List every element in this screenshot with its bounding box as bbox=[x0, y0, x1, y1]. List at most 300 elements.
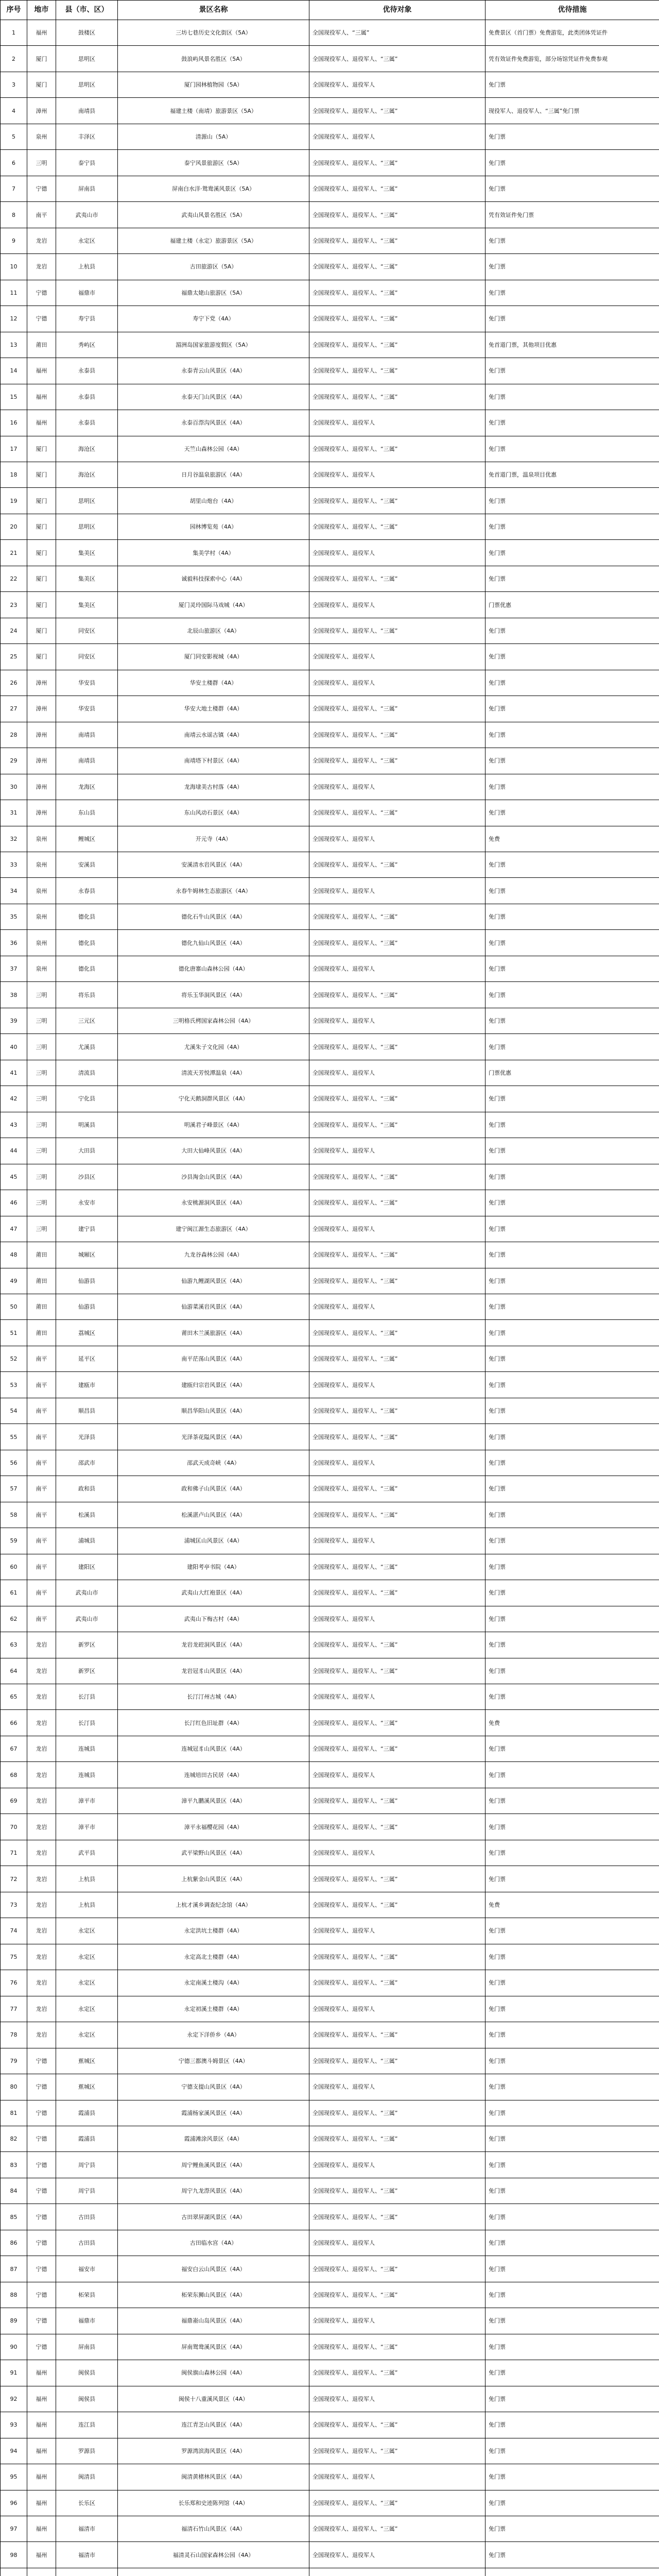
cell-target: 全国现役军人、退役军人、“三属” bbox=[309, 1190, 485, 1216]
cell-measure: 免门票 bbox=[485, 670, 659, 696]
cell-seq: 85 bbox=[1, 2204, 27, 2230]
cell-target: 全国现役军人、退役军人、“三属” bbox=[309, 1710, 485, 1736]
cell-city: 宁德 bbox=[27, 2100, 56, 2126]
cell-target: 全国现役军人、退役军人 bbox=[309, 774, 485, 800]
cell-county: 明溪县 bbox=[56, 1112, 118, 1138]
cell-name: 武夷山下梅古村（4A） bbox=[118, 1606, 309, 1632]
table-row bbox=[1, 176, 659, 201]
cell-name: 长汀红色旧址群（4A） bbox=[118, 1710, 309, 1736]
cell-county: 周宁县 bbox=[56, 2152, 118, 2178]
cell-seq: 6 bbox=[1, 150, 27, 176]
cell-city: 龙岩 bbox=[27, 228, 56, 253]
cell-target: 全国现役军人、退役军人 bbox=[309, 1606, 485, 1632]
cell-city: 南平 bbox=[27, 1580, 56, 1606]
cell-name: 古田旅游区（5A） bbox=[118, 254, 309, 280]
cell-name: 永定高北土楼群（4A） bbox=[118, 1944, 309, 1970]
cell-seq: 62 bbox=[1, 1606, 27, 1632]
table-row bbox=[1, 1346, 659, 1371]
table-row bbox=[1, 774, 659, 800]
cell-name: 东山风动石景区（4A） bbox=[118, 800, 309, 826]
cell-name: 霞浦滩涂风景区（4A） bbox=[118, 2126, 309, 2151]
cell-name: 松溪湛卢山风景区（4A） bbox=[118, 1502, 309, 1528]
cell-name: 连城冠豸山风景区（4A） bbox=[118, 1736, 309, 1761]
cell-seq: 48 bbox=[1, 1242, 27, 1268]
cell-measure: 免门票 bbox=[485, 1164, 659, 1190]
cell-measure: 免门票 bbox=[485, 1008, 659, 1033]
cell-county: 福鼎市 bbox=[56, 280, 118, 306]
cell-measure: 免门票 bbox=[485, 2464, 659, 2490]
cell-name: 南靖云水谣古镇（4A） bbox=[118, 722, 309, 748]
table-row bbox=[1, 1164, 659, 1190]
table-row bbox=[1, 1814, 659, 1840]
cell-name: 清流天芳悦潭温泉（4A） bbox=[118, 1060, 309, 1086]
cell-county: 鲤城区 bbox=[56, 826, 118, 852]
cell-measure: 免门票 bbox=[485, 722, 659, 748]
cell-name: 永定初溪土楼群（4A） bbox=[118, 1996, 309, 2022]
header-measure: 优待措施 bbox=[485, 1, 659, 20]
cell-city: 福州 bbox=[27, 2464, 56, 2490]
table-row bbox=[1, 462, 659, 487]
table-row bbox=[1, 566, 659, 591]
cell-county: 永安市 bbox=[56, 1190, 118, 1216]
cell-county: 鼓楼区 bbox=[56, 20, 118, 46]
cell-measure: 免门票 bbox=[485, 2074, 659, 2100]
cell-measure: 免门票 bbox=[485, 2308, 659, 2334]
cell-city: 福州 bbox=[27, 2360, 56, 2386]
cell-seq: 91 bbox=[1, 2360, 27, 2386]
cell-target: 全国现役军人、退役军人 bbox=[309, 1684, 485, 1710]
cell-name: 沙县淘金山风景区（4A） bbox=[118, 1164, 309, 1190]
cell-county: 秀屿区 bbox=[56, 332, 118, 358]
cell-seq: 31 bbox=[1, 800, 27, 826]
table-row bbox=[1, 878, 659, 904]
cell-city: 福州 bbox=[27, 384, 56, 410]
cell-target: 全国现役军人、退役军人、“三属” bbox=[309, 1736, 485, 1761]
cell-city: 厦门 bbox=[27, 46, 56, 72]
table-row bbox=[1, 332, 659, 358]
cell-county: 浦城县 bbox=[56, 1528, 118, 1554]
cell-measure: 免门票 bbox=[485, 748, 659, 774]
cell-name: 福建土楼（南靖）旅游景区（5A） bbox=[118, 98, 309, 124]
cell-county: 长汀县 bbox=[56, 1710, 118, 1736]
table-row bbox=[1, 2152, 659, 2178]
cell-seq: 66 bbox=[1, 1710, 27, 1736]
cell-county: 罗源县 bbox=[56, 2438, 118, 2464]
cell-measure: 免门票 bbox=[485, 1216, 659, 1242]
cell-seq: 12 bbox=[1, 306, 27, 332]
cell-name: 福清石竹山风景区（4A） bbox=[118, 2516, 309, 2542]
cell-name: 建阳考亭书院（4A） bbox=[118, 1554, 309, 1580]
cell-city: 漳州 bbox=[27, 722, 56, 748]
cell-city: 三明 bbox=[27, 1060, 56, 1086]
cell-seq: 76 bbox=[1, 1970, 27, 1996]
cell-target: 全国现役军人、退役军人 bbox=[309, 1008, 485, 1033]
cell-target: 全国现役军人、退役军人、“三属” bbox=[309, 2048, 485, 2074]
cell-seq: 94 bbox=[1, 2438, 27, 2464]
cell-city: 南平 bbox=[27, 1476, 56, 1502]
cell-city: 三明 bbox=[27, 982, 56, 1008]
cell-measure: 免门票 bbox=[485, 904, 659, 929]
cell-measure: 免门票 bbox=[485, 2490, 659, 2516]
cell-county: 思明区 bbox=[56, 514, 118, 539]
cell-city: 南平 bbox=[27, 202, 56, 228]
cell-target: 全国现役军人、退役军人、“三属” bbox=[309, 1892, 485, 1918]
cell-measure: 免门票 bbox=[485, 2282, 659, 2308]
cell-target: 全国现役军人、退役军人、“三属” bbox=[309, 1242, 485, 1268]
cell-seq: 60 bbox=[1, 1554, 27, 1580]
cell-measure: 免门票 bbox=[485, 1814, 659, 1840]
cell-measure: 免门票 bbox=[485, 1866, 659, 1892]
cell-county: 柘荣县 bbox=[56, 2282, 118, 2308]
cell-name: 仙游菜溪岩风景区（4A） bbox=[118, 1294, 309, 1319]
cell-county: 沙县区 bbox=[56, 1164, 118, 1190]
table-row bbox=[1, 1918, 659, 1944]
cell-measure: 免门票 bbox=[485, 982, 659, 1008]
cell-city: 龙岩 bbox=[27, 1814, 56, 1840]
cell-city: 漳州 bbox=[27, 98, 56, 124]
cell-city: 福州 bbox=[27, 2490, 56, 2516]
cell-measure: 免门票 bbox=[485, 1762, 659, 1788]
table-row bbox=[1, 1398, 659, 1423]
cell-name: 罗源湾滨海风景区（4A） bbox=[118, 2438, 309, 2464]
cell-target: 全国现役军人、退役军人 bbox=[309, 1450, 485, 1476]
cell-target: 全国现役军人、退役军人、“三属” bbox=[309, 2126, 485, 2151]
table-row bbox=[1, 1086, 659, 1112]
cell-measure: 凭有效证件免费游览，部分场馆凭证件免费参观 bbox=[485, 46, 659, 72]
cell-target: 全国现役军人、退役军人、“三属” bbox=[309, 1268, 485, 1294]
table-row bbox=[1, 800, 659, 826]
table-row bbox=[1, 852, 659, 878]
cell-seq: 42 bbox=[1, 1086, 27, 1112]
cell-county: 顺昌县 bbox=[56, 1398, 118, 1423]
table-row bbox=[1, 1034, 659, 1060]
cell-measure: 门票优惠 bbox=[485, 1060, 659, 1086]
cell-name: 北辰山旅游区（4A） bbox=[118, 618, 309, 643]
cell-county: 思明区 bbox=[56, 46, 118, 72]
table-row bbox=[1, 1684, 659, 1710]
cell-seq: 61 bbox=[1, 1580, 27, 1606]
cell-name: 霞浦杨家溪风景区（4A） bbox=[118, 2100, 309, 2126]
table-row bbox=[1, 1632, 659, 1658]
cell-county: 仙游县 bbox=[56, 1294, 118, 1319]
cell-county: 福清市 bbox=[56, 2516, 118, 2542]
cell-target: 全国现役军人、退役军人 bbox=[309, 2542, 485, 2568]
cell-county: 连江县 bbox=[56, 2412, 118, 2438]
cell-name: 顺昌华阳山风景区（4A） bbox=[118, 1398, 309, 1423]
cell-name: 日月谷温泉旅游区（4A） bbox=[118, 462, 309, 487]
cell-name: 宁化天鹅洞群风景区（4A） bbox=[118, 1086, 309, 1112]
cell-city: 龙岩 bbox=[27, 1918, 56, 1944]
cell-seq: 32 bbox=[1, 826, 27, 852]
cell-seq: 43 bbox=[1, 1112, 27, 1138]
cell-measure: 免门票 bbox=[485, 644, 659, 670]
cell-measure: 免门票 bbox=[485, 2256, 659, 2282]
cell-city: 龙岩 bbox=[27, 1944, 56, 1970]
cell-county: 建阳区 bbox=[56, 1554, 118, 1580]
cell-measure: 免门票 bbox=[485, 2360, 659, 2386]
cell-name: 建宁闽江源生态旅游区（4A） bbox=[118, 1216, 309, 1242]
cell-name: 武夷山风景名胜区（5A） bbox=[118, 202, 309, 228]
header-scenic-name: 景区名称 bbox=[118, 1, 309, 20]
table-header-row bbox=[1, 1, 659, 20]
cell-city bbox=[27, 2568, 56, 2576]
cell-city: 宁德 bbox=[27, 2204, 56, 2230]
cell-seq bbox=[1, 2568, 27, 2576]
cell-measure: 免门票 bbox=[485, 72, 659, 97]
cell-city: 龙岩 bbox=[27, 1658, 56, 1684]
table-row bbox=[1, 2048, 659, 2074]
cell-seq: 44 bbox=[1, 1138, 27, 1164]
table-row bbox=[1, 618, 659, 643]
cell-city: 莆田 bbox=[27, 332, 56, 358]
cell-target: 全国现役军人、退役军人、“三属” bbox=[309, 384, 485, 410]
cell-measure: 免门票 bbox=[485, 800, 659, 826]
cell-name: 永春牛姆林生态旅游区（4A） bbox=[118, 878, 309, 904]
cell-name: 鼓浪屿风景名胜区（5A） bbox=[118, 46, 309, 72]
table-row bbox=[1, 2100, 659, 2126]
cell-city: 漳州 bbox=[27, 696, 56, 722]
cell-county: 蕉城区 bbox=[56, 2048, 118, 2074]
table-row bbox=[1, 2230, 659, 2256]
cell-seq: 46 bbox=[1, 1190, 27, 1216]
cell-county: 武夷山市 bbox=[56, 202, 118, 228]
cell-target: 全国现役军人、退役军人 bbox=[309, 2074, 485, 2100]
cell-name: 武夷山大红袍景区（4A） bbox=[118, 1580, 309, 1606]
cell-measure: 凭有效证件免门票 bbox=[485, 202, 659, 228]
cell-target: 全国现役军人、退役军人、“三属” bbox=[309, 488, 485, 514]
cell-county: 东山县 bbox=[56, 800, 118, 826]
cell-measure: 免门票 bbox=[485, 1970, 659, 1996]
cell-measure: 免门票 bbox=[485, 696, 659, 722]
cell-county: 延平区 bbox=[56, 1346, 118, 1371]
cell-target: 全国现役军人、退役军人、“三属” bbox=[309, 2334, 485, 2360]
cell-name: 龙海埭美古村落（4A） bbox=[118, 774, 309, 800]
cell-name: 华安大地土楼群（4A） bbox=[118, 696, 309, 722]
table-row bbox=[1, 2360, 659, 2386]
cell-name: 将乐玉华洞风景区（4A） bbox=[118, 982, 309, 1008]
cell-seq: 5 bbox=[1, 124, 27, 149]
cell-name: 古田临水宫（4A） bbox=[118, 2230, 309, 2256]
table-row bbox=[1, 202, 659, 228]
cell-county: 古田县 bbox=[56, 2230, 118, 2256]
cell-county: 永定区 bbox=[56, 228, 118, 253]
cell-city: 福州 bbox=[27, 410, 56, 436]
cell-target: 全国现役军人、退役军人、“三属” bbox=[309, 1554, 485, 1580]
cell-county: 松溪县 bbox=[56, 1502, 118, 1528]
table-row bbox=[1, 2126, 659, 2151]
cell-county: 海沧区 bbox=[56, 436, 118, 462]
cell-county: 海沧区 bbox=[56, 462, 118, 487]
cell-seq: 56 bbox=[1, 1450, 27, 1476]
cell-seq: 16 bbox=[1, 410, 27, 436]
cell-name: 武平梁野山风景区（4A） bbox=[118, 1840, 309, 1866]
cell-county: 永定区 bbox=[56, 1918, 118, 1944]
cell-city: 福州 bbox=[27, 358, 56, 384]
cell-county: 德化县 bbox=[56, 930, 118, 956]
cell-measure: 免门票 bbox=[485, 2152, 659, 2178]
cell-target: 全国现役军人、退役军人、“三属” bbox=[309, 254, 485, 280]
cell-name: 仙游九鲤湖风景区（4A） bbox=[118, 1268, 309, 1294]
cell-target: 全国现役军人、退役军人、“三属” bbox=[309, 566, 485, 591]
cell-measure: 免门票 bbox=[485, 1944, 659, 1970]
cell-seq: 79 bbox=[1, 2048, 27, 2074]
cell-name: 长乐郑和史迹陈列馆（4A） bbox=[118, 2490, 309, 2516]
cell-measure: 免门票 bbox=[485, 1242, 659, 1268]
cell-city: 南平 bbox=[27, 1424, 56, 1450]
cell-city: 漳州 bbox=[27, 774, 56, 800]
cell-seq: 10 bbox=[1, 254, 27, 280]
cell-measure: 免门票 bbox=[485, 2204, 659, 2230]
cell-measure: 免费 bbox=[485, 1710, 659, 1736]
cell-county: 永泰县 bbox=[56, 410, 118, 436]
cell-city: 莆田 bbox=[27, 1320, 56, 1346]
cell-target: 全国现役军人、退役军人、“三属” bbox=[309, 150, 485, 176]
cell-name: 明溪君子峰景区（4A） bbox=[118, 1112, 309, 1138]
cell-name: 福建土楼（永定）旅游景区（5A） bbox=[118, 228, 309, 253]
cell-county: 长乐区 bbox=[56, 2490, 118, 2516]
cell-city: 莆田 bbox=[27, 1268, 56, 1294]
cell-target: 全国现役军人、退役军人、“三属” bbox=[309, 1632, 485, 1658]
cell-target: 全国现役军人、退役军人 bbox=[309, 1996, 485, 2022]
cell-seq: 80 bbox=[1, 2074, 27, 2100]
cell-city: 莆田 bbox=[27, 1294, 56, 1319]
table-row bbox=[1, 1242, 659, 1268]
table-row bbox=[1, 930, 659, 956]
cell-target: 全国现役军人、退役军人 bbox=[309, 878, 485, 904]
cell-seq: 67 bbox=[1, 1736, 27, 1761]
cell-name: 开元寺（4A） bbox=[118, 826, 309, 852]
cell-city: 宁德 bbox=[27, 2048, 56, 2074]
cell-measure: 免门票 bbox=[485, 852, 659, 878]
cell-measure: 免门票 bbox=[485, 1580, 659, 1606]
cell-city: 南平 bbox=[27, 1502, 56, 1528]
table-row bbox=[1, 1996, 659, 2022]
cell-county: 建瓯市 bbox=[56, 1372, 118, 1398]
cell-measure: 免门票 bbox=[485, 2126, 659, 2151]
table-row bbox=[1, 1736, 659, 1761]
cell-name: 建瓯归宗岩风景区（4A） bbox=[118, 1372, 309, 1398]
cell-seq: 82 bbox=[1, 2126, 27, 2151]
cell-measure: 免门票 bbox=[485, 150, 659, 176]
cell-seq: 57 bbox=[1, 1476, 27, 1502]
cell-county: 新罗区 bbox=[56, 1632, 118, 1658]
cell-name: 尤溪朱子文化园（4A） bbox=[118, 1034, 309, 1060]
cell-seq: 55 bbox=[1, 1424, 27, 1450]
cell-measure: 免门票 bbox=[485, 280, 659, 306]
cell-target: 全国现役军人、退役军人、“三属” bbox=[309, 1086, 485, 1112]
cell-city: 南平 bbox=[27, 1554, 56, 1580]
table-row bbox=[1, 2490, 659, 2516]
cell-target: 全国现役军人、退役军人、“三属” bbox=[309, 1320, 485, 1346]
cell-measure: 免门票 bbox=[485, 2048, 659, 2074]
cell-target: 全国现役军人、退役军人、“三属” bbox=[309, 2438, 485, 2464]
table-row bbox=[1, 488, 659, 514]
table-row bbox=[1, 904, 659, 929]
cell-city: 三明 bbox=[27, 1086, 56, 1112]
cell-name: 连城培田古民居（4A） bbox=[118, 1762, 309, 1788]
cell-name: 安溪清水岩风景区（4A） bbox=[118, 852, 309, 878]
cell-target: 全国现役军人、退役军人、“三属” bbox=[309, 514, 485, 539]
table-row bbox=[1, 540, 659, 566]
cell-county: 永泰县 bbox=[56, 358, 118, 384]
cell-county: 城厢区 bbox=[56, 1242, 118, 1268]
cell-target: 全国现役军人、退役军人 bbox=[309, 670, 485, 696]
cell-county: 闽侯县 bbox=[56, 2386, 118, 2412]
cell-name: 九龙谷森林公园（4A） bbox=[118, 1242, 309, 1268]
cell-target: 全国现役军人、退役军人、“三属” bbox=[309, 280, 485, 306]
cell-name: 龙岩龙硿洞风景区（4A） bbox=[118, 1632, 309, 1658]
cell-county: 尤溪县 bbox=[56, 1034, 118, 1060]
cell-seq: 54 bbox=[1, 1398, 27, 1423]
cell-target: 全国现役军人、退役军人、“三属” bbox=[309, 2282, 485, 2308]
cell-city: 宁德 bbox=[27, 2230, 56, 2256]
table-row bbox=[1, 2438, 659, 2464]
cell-seq: 93 bbox=[1, 2412, 27, 2438]
cell-city: 厦门 bbox=[27, 540, 56, 566]
cell-name: 邵武天成奇峡（4A） bbox=[118, 1450, 309, 1476]
table-row bbox=[1, 1788, 659, 1814]
cell-name: 漳平永福樱花园（4A） bbox=[118, 1814, 309, 1840]
cell-county: 集美区 bbox=[56, 540, 118, 566]
cell-city: 福州 bbox=[27, 20, 56, 46]
cell-county: 闽侯县 bbox=[56, 2360, 118, 2386]
table-row bbox=[1, 1008, 659, 1033]
cell-city: 漳州 bbox=[27, 800, 56, 826]
cell-seq: 23 bbox=[1, 592, 27, 618]
cell-name: 上杭才溪乡调查纪念馆（4A） bbox=[118, 1892, 309, 1918]
table-row bbox=[1, 2282, 659, 2308]
table-row bbox=[1, 124, 659, 149]
cell-measure: 免首道门票，温泉项目优惠 bbox=[485, 462, 659, 487]
cell-seq: 19 bbox=[1, 488, 27, 514]
cell-name: 三明格氏栲国家森林公园（4A） bbox=[118, 1008, 309, 1033]
table-row bbox=[1, 1970, 659, 1996]
cell-seq: 4 bbox=[1, 98, 27, 124]
table-row bbox=[1, 696, 659, 722]
cell-target: 全国现役军人、退役军人、“三属” bbox=[309, 2360, 485, 2386]
cell-target: 全国现役军人、退役军人 bbox=[309, 1138, 485, 1164]
cell-seq: 25 bbox=[1, 644, 27, 670]
cell-name bbox=[118, 2568, 309, 2576]
cell-name: 古田翠屏湖风景区（4A） bbox=[118, 2204, 309, 2230]
cell-measure: 免门票 bbox=[485, 1684, 659, 1710]
cell-target: 全国现役军人、退役军人、“三属” bbox=[309, 1814, 485, 1840]
cell-seq: 74 bbox=[1, 1918, 27, 1944]
table-row bbox=[1, 1502, 659, 1528]
cell-county: 武夷山市 bbox=[56, 1606, 118, 1632]
cell-target: 全国现役军人、退役军人 bbox=[309, 1918, 485, 1944]
table-row bbox=[1, 1866, 659, 1892]
table-row bbox=[1, 2464, 659, 2490]
cell-city: 宁德 bbox=[27, 2308, 56, 2334]
cell-seq: 20 bbox=[1, 514, 27, 539]
cell-seq: 40 bbox=[1, 1034, 27, 1060]
cell-name: 华安土楼群（4A） bbox=[118, 670, 309, 696]
cell-county: 清流县 bbox=[56, 1060, 118, 1086]
cell-seq: 38 bbox=[1, 982, 27, 1008]
cell-county: 上杭县 bbox=[56, 1866, 118, 1892]
cell-city: 宁德 bbox=[27, 306, 56, 332]
cell-name: 厦门同安影视城（4A） bbox=[118, 644, 309, 670]
cell-name: 莆田木兰溪旅游区（4A） bbox=[118, 1320, 309, 1346]
cell-measure: 免门票 bbox=[485, 1112, 659, 1138]
cell-target: 全国现役军人、退役军人、“三属” bbox=[309, 306, 485, 332]
cell-city: 宁德 bbox=[27, 2074, 56, 2100]
cell-city: 龙岩 bbox=[27, 2022, 56, 2048]
cell-target: 全国现役军人、退役军人 bbox=[309, 462, 485, 487]
cell-county: 福清市 bbox=[56, 2542, 118, 2568]
cell-measure: 免门票 bbox=[485, 384, 659, 410]
